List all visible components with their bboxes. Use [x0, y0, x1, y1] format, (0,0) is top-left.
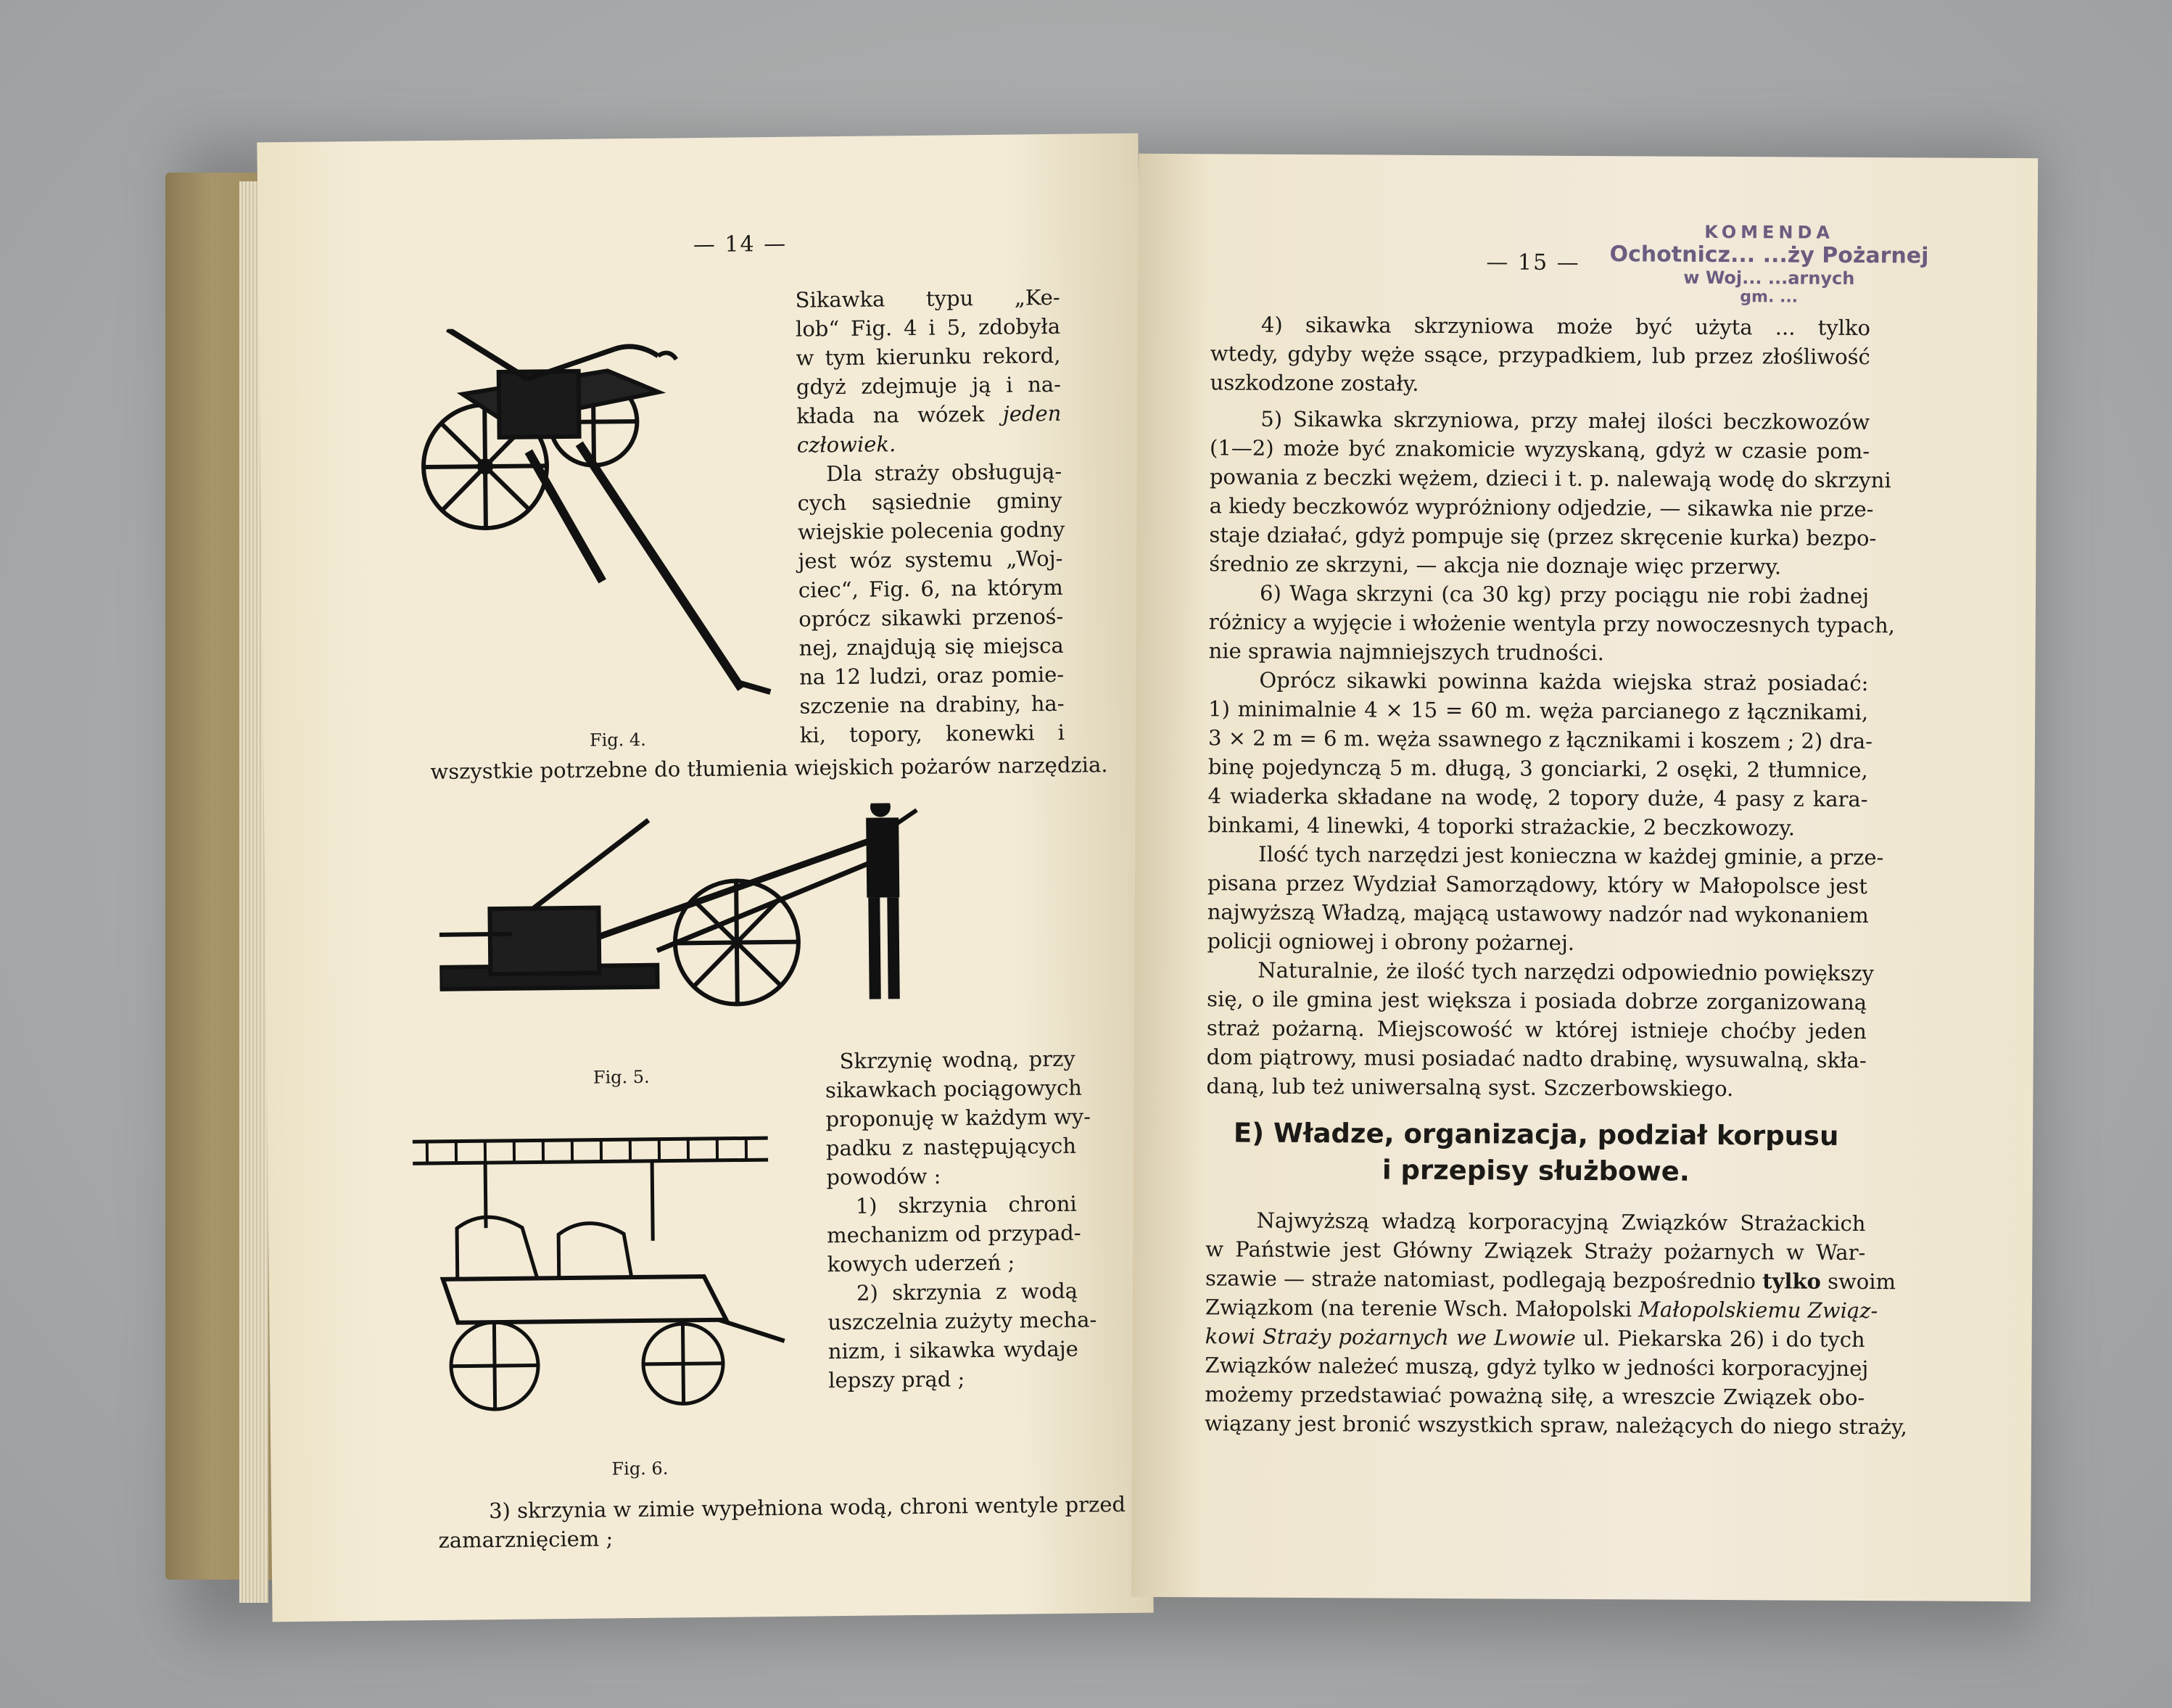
- text-line: ciec“, Fig. 6, na którym: [798, 574, 1064, 603]
- text-line: 3) skrzynia w zimie wypełniona wodą, chroni wentyle przed: [488, 1491, 1126, 1524]
- library-stamp: [1544, 221, 1994, 308]
- page-number: — 15 —: [1486, 249, 1580, 276]
- text-line: człowiek.: [796, 432, 896, 458]
- text-line: uszczelnia zużyty mecha-: [827, 1307, 1097, 1335]
- text-line: średnio ze skrzyni, — akcja nie doznaje więc przerwy.: [1209, 551, 1782, 579]
- text-line: Związków należeć muszą, gdyż tylko w jedności korporacyjnej: [1205, 1353, 1869, 1382]
- text-line: nie sprawia najmniejszych trudności.: [1208, 638, 1605, 666]
- text-line: lob“ Fig. 4 i 5, zdobyła: [795, 313, 1061, 342]
- text-line: staje działać, gdyż pompuje się (przez skręcenie kurka) bezpo-: [1209, 522, 1877, 551]
- text-line: kowych uderzeń ;: [827, 1250, 1015, 1277]
- fig6-caption: Fig. 6.: [611, 1458, 669, 1480]
- stamp-line: Ochotnicz... ...ży Pożarnej: [1609, 242, 1929, 269]
- page-number: — 14 —: [693, 231, 788, 258]
- text-line: mechanizm od przypad-: [826, 1220, 1081, 1248]
- text-line: nej, znajdują się miejsca: [798, 632, 1064, 661]
- text-line: cych sąsiednie gminy: [797, 487, 1062, 516]
- stamp-line: w Woj... ...arnych: [1683, 267, 1855, 289]
- text-line: straż pożarną. Miejscowość w której istnieje choćby jeden: [1206, 1015, 1867, 1044]
- text-line: się, o ile gmina jest większa i posiada dobrze zorganizowaną: [1207, 986, 1867, 1015]
- text-line: dom piątrowy, musi posiadać nadto drabinę, wysuwalną, skła-: [1206, 1044, 1867, 1073]
- text-line: a kiedy beczkowóz wypróżniony odjedzie, — sikawka nie prze-: [1209, 493, 1874, 522]
- text-line: Związkom (na terenie Wsch. Małopolski Małopolskiemu Związ-: [1205, 1295, 1878, 1324]
- right-body-upper: [1206, 310, 1896, 1104]
- text-line: binę pojedynczą 5 m. długą, 3 gonciarki, 2 osęki, 2 tłumnice,: [1207, 754, 1868, 783]
- text-line: Sikawka typu „Ke-: [795, 284, 1060, 313]
- fig5-pump-with-man-illustration: [438, 802, 962, 1040]
- text-line: binkami, 4 linewki, 4 toporki strażackie, 2 beczkowozy.: [1207, 812, 1796, 841]
- fig6-wagon-illustration: [413, 1131, 793, 1439]
- paragraph-water-box: [825, 1044, 1097, 1395]
- right-page: [1131, 154, 2038, 1601]
- text-line: 6) Waga skrzyni (ca 30 kg) przy pociągu nie robi żadnej: [1259, 580, 1870, 609]
- text-line: daną, lub też uniwersalną syst. Szczerbowskiego.: [1206, 1073, 1734, 1102]
- text-line: w tym kierunku rekord,: [796, 342, 1061, 371]
- paragraph-kelob: [795, 283, 1065, 750]
- text-line: proponuję w każdym wy-: [825, 1104, 1091, 1132]
- text-line: sikawkach pociągowych: [825, 1075, 1083, 1103]
- text-line: możemy przedstawiać poważną siłę, a wreszcie Związek obo-: [1205, 1382, 1865, 1411]
- text-line: Dla straży obsługują-: [826, 458, 1062, 487]
- text-line: szczenie na drabiny, ha-: [799, 690, 1065, 719]
- heading-line: E) Władze, organizacja, podział korpusu: [1233, 1117, 1839, 1152]
- text-line: 1) skrzynia chroni: [855, 1191, 1077, 1218]
- text-line: 2) skrzynia z wodą: [856, 1278, 1078, 1305]
- text-line: policji ogniowej i obrony pożarnej.: [1207, 928, 1575, 955]
- text-line: jest wóz systemu „Woj-: [798, 545, 1063, 574]
- stamp-line: KOMENDA: [1704, 221, 1835, 243]
- text-line: powania z beczki wężem, dzieci i t. p. nalewają wodę do skrzyni: [1209, 464, 1891, 493]
- text-line: powodów :: [826, 1163, 941, 1190]
- text-line: Naturalnie, że ilość tych narzędzi odpowiednio powiększy: [1258, 957, 1875, 986]
- text-line: wiejskie polecenia godny: [797, 516, 1065, 545]
- text-line: gdyż zdejmuje ją i na-: [796, 371, 1062, 400]
- text-line: Skrzynię wodną, przy: [839, 1046, 1075, 1074]
- text-line: wszystkie potrzebne do tłumienia wiejskich pożarów narzędzia.: [430, 752, 1108, 784]
- text-line: nizm, i sikawka wydaje: [827, 1336, 1079, 1364]
- text-line: 4) sikawka skrzyniowa może być użyta ... tylko: [1260, 312, 1871, 341]
- text-line: kłada na wózek jeden: [796, 400, 1062, 429]
- text-line: w Państwie jest Główny Związek Straży pożarnych w War-: [1205, 1237, 1866, 1266]
- text-line: wiązany jest bronić wszystkich spraw, należących do niego straży,: [1204, 1411, 1907, 1440]
- text-line: (1—2) może być znakomicie wyzyskaną, gdyż w czasie pom-: [1210, 435, 1870, 464]
- fig4-pump-cart-illustration: [418, 326, 785, 706]
- text-line: Ilość tych narzędzi jest konieczna w każdej gminie, a prze-: [1258, 841, 1884, 870]
- paragraph-tail: [430, 751, 1108, 786]
- paragraph-winter: [438, 1490, 1126, 1555]
- text-line: szawie — straże natomiast, podlegają bezpośrednio tylko swoim: [1205, 1266, 1896, 1295]
- fig4-caption: Fig. 4.: [589, 729, 647, 751]
- heading-line: i przepisy służbowe.: [1382, 1154, 1690, 1187]
- text-line: Oprócz sikawki powinna każda wiejska straż posiadać:: [1259, 667, 1869, 696]
- text-line: 5) Sikawka skrzyniowa, przy małej ilości beczkowozów: [1260, 406, 1870, 435]
- left-page: [257, 133, 1153, 1622]
- text-line: 4 wiaderka składane na wodę, 2 topory duże, 4 pasy z kara-: [1207, 783, 1868, 812]
- text-line: zamarznięciem ;: [438, 1526, 614, 1553]
- text-line: ki, topory, konewki i: [799, 719, 1065, 748]
- text-line: Najwyższą władzą korporacyjną Związków Strażackich: [1256, 1208, 1866, 1237]
- text-line: uszkodzone zostały.: [1210, 370, 1419, 396]
- text-line: lepszy prąd ;: [828, 1366, 965, 1393]
- fig5-caption: Fig. 5.: [592, 1066, 650, 1088]
- text-line: 1) minimalnie 4 × 15 = 60 m. węża parcianego z łącznikami,: [1208, 696, 1869, 725]
- text-line: oprócz sikawki przenoś-: [798, 603, 1064, 632]
- text-line: najwyższą Władzą, mającą ustawowy nadzór nad wykonaniem: [1207, 899, 1869, 928]
- stamp-line: gm. ...: [1740, 288, 1799, 307]
- text-line: kowi Straży pożarnych we Lwowie ul. Piekarska 26) i do tych: [1205, 1324, 1865, 1353]
- text-line: pisana przez Wydział Samorządowy, który w Małopolsce jest: [1207, 870, 1868, 899]
- section-heading: [1206, 1115, 1867, 1191]
- text-line: padku z następujących: [825, 1133, 1077, 1161]
- text-line: wtedy, gdyby węże ssące, przypadkiem, lub przez złośliwość: [1210, 341, 1870, 370]
- right-body-lower: [1204, 1205, 1907, 1441]
- text-line: różnicy a wyjęcie i włożenie wentyla przy nowoczesnych typach,: [1208, 609, 1896, 638]
- text-line: na 12 ludzi, oraz pomie-: [798, 661, 1065, 690]
- text-line: 3 × 2 m = 6 m. węża ssawnego z łącznikami i koszem ; 2) dra-: [1207, 725, 1873, 754]
